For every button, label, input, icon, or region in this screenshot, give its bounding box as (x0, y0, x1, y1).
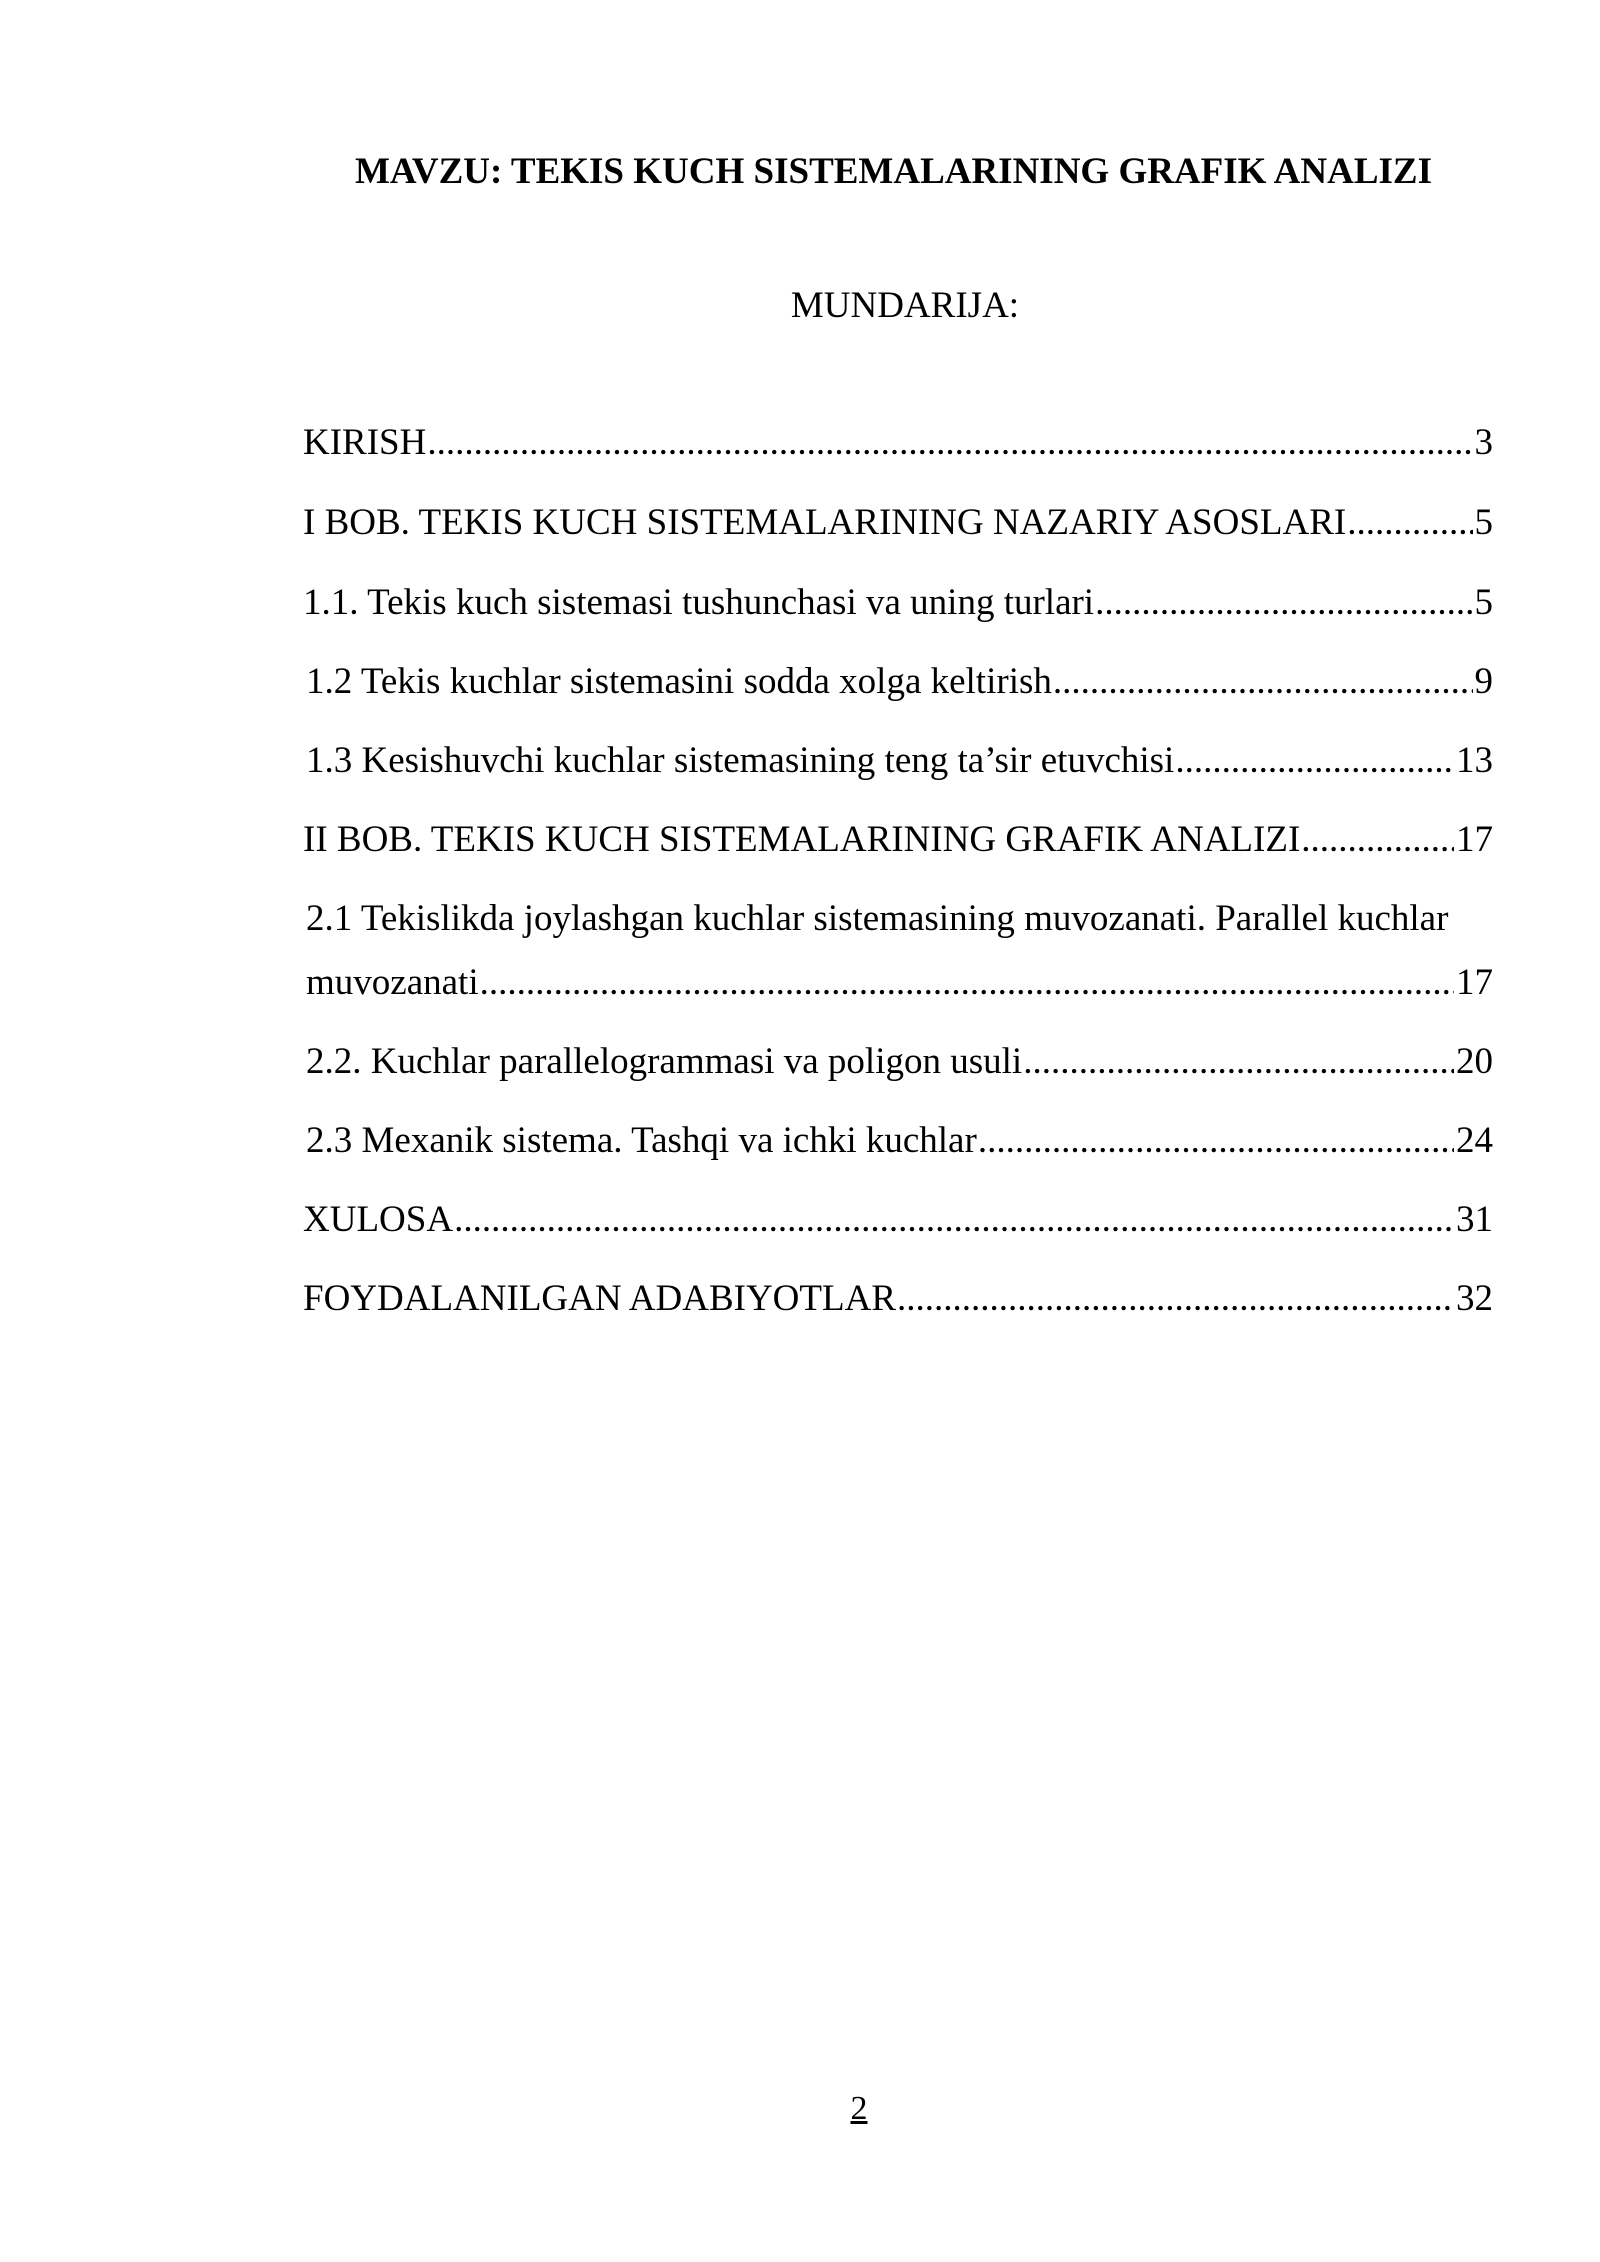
page-number: 2 (850, 2090, 868, 2127)
toc-entry-title: 1.1. Tekis kuch sistemasi tushunchasi va uning turlari (303, 582, 1095, 623)
toc-leader-dots (454, 1187, 1454, 1253)
toc-leader-dots (1053, 649, 1473, 715)
toc-leader-dots (1347, 490, 1472, 556)
toc-entry-section-1-2[interactable] (306, 649, 1493, 715)
toc-entry-title: XULOSA (303, 1199, 454, 1240)
toc-leader-dots (978, 1108, 1454, 1174)
toc-leader-dots (1301, 807, 1454, 873)
toc-entry-section-2-2[interactable] (306, 1029, 1493, 1095)
toc-entry-page: 5 (1474, 502, 1493, 543)
toc-leader-dots (427, 410, 1472, 476)
toc-entry-page: 5 (1474, 582, 1493, 623)
toc-entry-page: 32 (1456, 1278, 1493, 1319)
toc-entry-title: 1.3 Kesishuvchi kuchlar sistemasining teng ta’sir etuvchisi (306, 740, 1175, 781)
toc-entry-title: 1.2 Tekis kuchlar sistemasini sodda xolga keltirish (306, 661, 1052, 702)
toc-heading: MUNDARIJA: (790, 285, 1020, 326)
toc-entry-references[interactable] (303, 1266, 1493, 1332)
toc-entry-page: 13 (1456, 740, 1493, 781)
toc-leader-dots (480, 950, 1454, 1016)
toc-entry-title: I BOB. TEKIS KUCH SISTEMALARINING NAZARIY ASOSLARI (303, 502, 1347, 543)
toc-entry-section-1-3[interactable] (306, 728, 1493, 794)
toc-leader-dots (1095, 570, 1472, 636)
toc-leader-dots (1175, 728, 1454, 794)
toc-entry-title-line2: muvozanati (306, 962, 479, 1003)
document-title: MAVZU: TEKIS KUCH SISTEMALARINING GRAFIK ANALIZI (355, 151, 1432, 192)
toc-entry-section-2-3[interactable] (306, 1108, 1493, 1174)
toc-entry-xulosa[interactable] (303, 1187, 1493, 1253)
toc-entry-page: 24 (1456, 1120, 1493, 1161)
toc-entry-chapter-1[interactable] (303, 490, 1493, 556)
toc-entry-page: 31 (1456, 1199, 1493, 1240)
toc-entry-section-2-1[interactable] (306, 886, 1493, 1016)
toc-entry-title: FOYDALANILGAN ADABIYOTLAR (303, 1278, 896, 1319)
toc-entry-title: 2.3 Mexanik sistema. Tashqi va ichki kuchlar (306, 1120, 977, 1161)
toc-leader-dots (1023, 1029, 1454, 1095)
toc-entry-section-1-1[interactable] (303, 570, 1493, 636)
toc-entry-page: 17 (1456, 962, 1493, 1003)
toc-entry-page: 9 (1474, 661, 1493, 702)
toc-entry-kirish[interactable] (303, 410, 1493, 476)
toc-entry-title-line1: 2.1 Tekislikda joylashgan kuchlar sistemasining muvozanati. Parallel kuchlar (306, 898, 1449, 939)
toc-entry-page: 3 (1474, 422, 1493, 463)
toc-entry-title: 2.2. Kuchlar parallelogrammasi va poligon usuli (306, 1041, 1023, 1082)
toc-entry-title: KIRISH (303, 422, 427, 463)
toc-entry-page: 20 (1456, 1041, 1493, 1082)
toc-entry-page: 17 (1456, 819, 1493, 860)
toc-entry-chapter-2[interactable] (303, 807, 1493, 873)
toc-leader-dots (897, 1266, 1454, 1332)
toc-entry-title: II BOB. TEKIS KUCH SISTEMALARINING GRAFIK ANALIZI (303, 819, 1301, 860)
